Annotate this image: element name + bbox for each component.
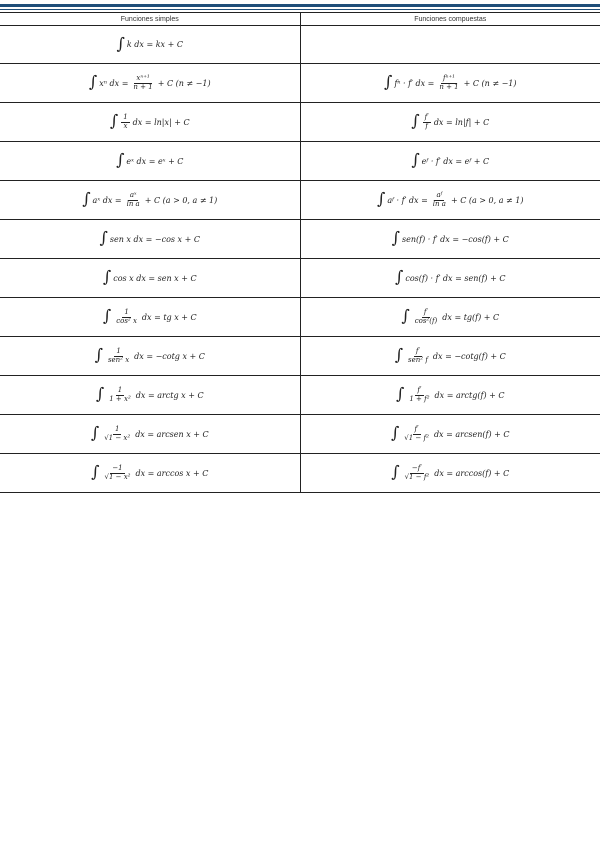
cell-compound: [300, 298, 600, 337]
cell-simple: [0, 415, 300, 454]
integral-sign-icon: ∫: [383, 72, 393, 91]
formula-text: dx = arctg(f) + C: [434, 390, 505, 400]
fraction-numerator: f′: [415, 347, 421, 356]
cell-compound: [300, 26, 600, 64]
fraction-denominator: √1 − f²: [404, 433, 429, 442]
cell-simple: [0, 103, 300, 142]
formula: [411, 150, 490, 169]
formula: [116, 150, 184, 169]
table-row: [0, 181, 600, 220]
fraction-denominator: n + 1: [439, 82, 459, 91]
cell-simple: [0, 142, 300, 181]
table-row: [0, 337, 600, 376]
fraction: [403, 465, 432, 481]
table-row: [0, 26, 600, 64]
cell-simple: [0, 376, 300, 415]
formula: [391, 462, 510, 481]
formula-text: fⁿ · f′ dx =: [394, 78, 435, 88]
integral-sign-icon: ∫: [396, 384, 405, 403]
cell-compound: [300, 220, 600, 259]
formula-text: + C (a > 0, a ≠ 1): [450, 195, 524, 205]
fraction: [102, 465, 132, 481]
cell-simple: [0, 454, 300, 493]
integral-sign-icon: ∫: [394, 345, 404, 364]
fraction-numerator: fⁿ⁺¹: [443, 74, 455, 83]
table-row: [0, 259, 600, 298]
fraction-numerator: f′: [424, 113, 429, 122]
cell-compound: [300, 142, 600, 181]
fraction-denominator: 1 + x²: [109, 394, 131, 403]
cell-simple: [0, 181, 300, 220]
fraction-denominator: √1 − x²: [104, 433, 131, 442]
cell-simple: [0, 64, 300, 103]
header-compound-functions: Funciones compuestas: [300, 13, 600, 26]
fraction: [107, 387, 133, 403]
table-row: [0, 454, 600, 493]
integral-sign-icon: ∫: [82, 189, 91, 208]
integral-sign-icon: ∫: [116, 150, 125, 169]
fraction: [114, 309, 139, 325]
fraction: [413, 309, 440, 325]
formula-text: cos(f) · f′ dx = sen(f) + C: [405, 273, 506, 283]
fraction: [406, 348, 430, 364]
fraction-denominator: cos² x: [116, 316, 137, 325]
formula-text: dx = arcsen(f) + C: [433, 429, 510, 439]
formula: [395, 267, 506, 286]
integral-sign-icon: ∫: [395, 267, 404, 286]
integral-sign-icon: ∫: [99, 228, 108, 247]
fraction-denominator: sen² f: [408, 355, 428, 364]
fraction: [437, 75, 460, 91]
table-row: [0, 298, 600, 337]
formula: [396, 384, 505, 403]
cell-compound: [300, 415, 600, 454]
fraction: [121, 114, 129, 130]
formula: [88, 72, 211, 91]
formula-text: sen x dx = −cos x + C: [109, 234, 200, 244]
table-row: [0, 220, 600, 259]
fraction-numerator: −1: [112, 464, 123, 473]
fraction-numerator: 1: [114, 425, 120, 434]
table-body: [0, 26, 600, 493]
formula: [99, 228, 200, 247]
formula-text: eˣ dx = eˣ + C: [126, 156, 184, 166]
integral-sign-icon: ∫: [109, 111, 119, 130]
formula-text: sen(f) · f′ dx = −cos(f) + C: [402, 234, 509, 244]
fraction-numerator: f′: [423, 308, 429, 317]
formula: [90, 423, 209, 442]
integral-sign-icon: ∫: [411, 111, 420, 130]
header-simple-functions: Funciones simples: [0, 13, 300, 26]
fraction-denominator: √1 − x²: [104, 472, 131, 481]
formula-text: + C (a > 0, a ≠ 1): [144, 195, 218, 205]
table-header-row: [0, 13, 600, 26]
formula: [383, 72, 517, 91]
cell-compound: [300, 181, 600, 220]
fraction-denominator: f: [425, 121, 429, 130]
fraction-numerator: 1: [124, 308, 129, 317]
integral-sign-icon: ∫: [95, 384, 105, 403]
table-row: [0, 64, 600, 103]
fraction-numerator: f′: [414, 425, 419, 434]
formula: [102, 306, 197, 325]
formula-text: dx = tg x + C: [141, 312, 197, 322]
fraction: [106, 348, 131, 364]
formula: [391, 228, 509, 247]
fraction-denominator: ln a: [126, 199, 140, 208]
formula-text: dx = −cotg x + C: [134, 351, 205, 361]
fraction-denominator: cos²(f): [414, 316, 438, 325]
cell-simple: [0, 298, 300, 337]
fraction: [102, 426, 132, 442]
table-row: [0, 103, 600, 142]
cell-simple: [0, 337, 300, 376]
integral-sign-icon: ∫: [102, 267, 112, 286]
cell-compound: [300, 64, 600, 103]
integral-sign-icon: ∫: [116, 33, 125, 53]
integral-sign-icon: ∫: [401, 306, 410, 325]
formula: [94, 345, 205, 364]
formula-text: k dx = kx + C: [126, 40, 183, 49]
formula-text: eᶠ · f′ dx = eᶠ + C: [421, 156, 490, 166]
formula: [95, 384, 204, 403]
formula-text: dx = tg(f) + C: [442, 312, 500, 322]
integral-sign-icon: ∫: [88, 72, 98, 91]
integral-sign-icon: ∫: [411, 150, 420, 169]
fraction: [402, 426, 431, 442]
integral-sign-icon: ∫: [376, 189, 386, 208]
fraction-numerator: 1: [117, 386, 123, 395]
cell-compound: [300, 259, 600, 298]
fraction-numerator: 1: [116, 347, 121, 356]
fraction-numerator: aˣ: [129, 191, 137, 200]
fraction: [431, 192, 448, 208]
cell-compound: [300, 337, 600, 376]
fraction: [125, 192, 142, 208]
formula: [82, 189, 218, 208]
cell-simple: [0, 26, 300, 64]
formula-text: xⁿ dx =: [99, 78, 129, 88]
formula-text: aˣ dx =: [92, 195, 122, 205]
integral-sign-icon: ∫: [391, 462, 400, 481]
formula-text: dx = arccos x + C: [135, 468, 209, 478]
formula-text: + C (n ≠ −1): [463, 78, 517, 88]
fraction-denominator: x: [123, 121, 128, 130]
fraction: [131, 75, 154, 91]
integral-sign-icon: ∫: [102, 306, 112, 325]
table-row: [0, 376, 600, 415]
fraction-numerator: −f′: [411, 464, 422, 473]
formula: [394, 345, 506, 364]
cell-compound: [300, 454, 600, 493]
fraction: [423, 114, 431, 130]
formula: [109, 111, 190, 130]
fraction-denominator: n + 1: [133, 82, 153, 91]
cell-simple: [0, 220, 300, 259]
cell-compound: [300, 376, 600, 415]
fraction-denominator: ln a: [432, 199, 446, 208]
integral-sign-icon: ∫: [391, 228, 401, 247]
table-row: [0, 415, 600, 454]
formula-text: dx = arctg x + C: [135, 390, 204, 400]
fraction-numerator: f′: [417, 386, 422, 395]
formula-text: cos x dx = sen x + C: [113, 273, 197, 283]
formula-text: dx = ln|x| + C: [132, 117, 190, 127]
fraction-numerator: 1: [123, 113, 128, 122]
formula: [390, 423, 510, 442]
integral-sign-icon: ∫: [91, 462, 100, 481]
fraction: [407, 387, 431, 403]
table-row: [0, 142, 600, 181]
formula-text: + C (n ≠ −1): [157, 78, 211, 88]
integral-sign-icon: ∫: [90, 423, 100, 442]
formula-text: aᶠ · f′ dx =: [387, 195, 428, 205]
formula: [401, 306, 500, 325]
header-rule: [0, 4, 600, 7]
formula: [376, 189, 524, 208]
fraction-numerator: aᶠ: [436, 191, 443, 200]
header-rule-thin: [0, 9, 600, 10]
fraction-denominator: sen² x: [107, 355, 130, 364]
integrals-table: [0, 12, 600, 493]
cell-compound: [300, 103, 600, 142]
cell-simple: [0, 259, 300, 298]
integral-sign-icon: ∫: [94, 345, 103, 364]
formula: [411, 111, 490, 130]
integral-sign-icon: ∫: [390, 423, 400, 442]
formula-text: dx = ln|f| + C: [433, 117, 490, 127]
formula: [102, 267, 197, 286]
formula: [116, 33, 183, 53]
formula-text: dx = arcsen x + C: [135, 429, 209, 439]
formula: [91, 462, 209, 481]
fraction-denominator: √1 − f²: [404, 472, 430, 481]
fraction-numerator: xⁿ⁺¹: [136, 74, 150, 83]
fraction-denominator: 1 + f²: [409, 394, 430, 403]
formula-text: dx = arccos(f) + C: [434, 468, 510, 478]
formula-text: dx = −cotg(f) + C: [432, 351, 506, 361]
